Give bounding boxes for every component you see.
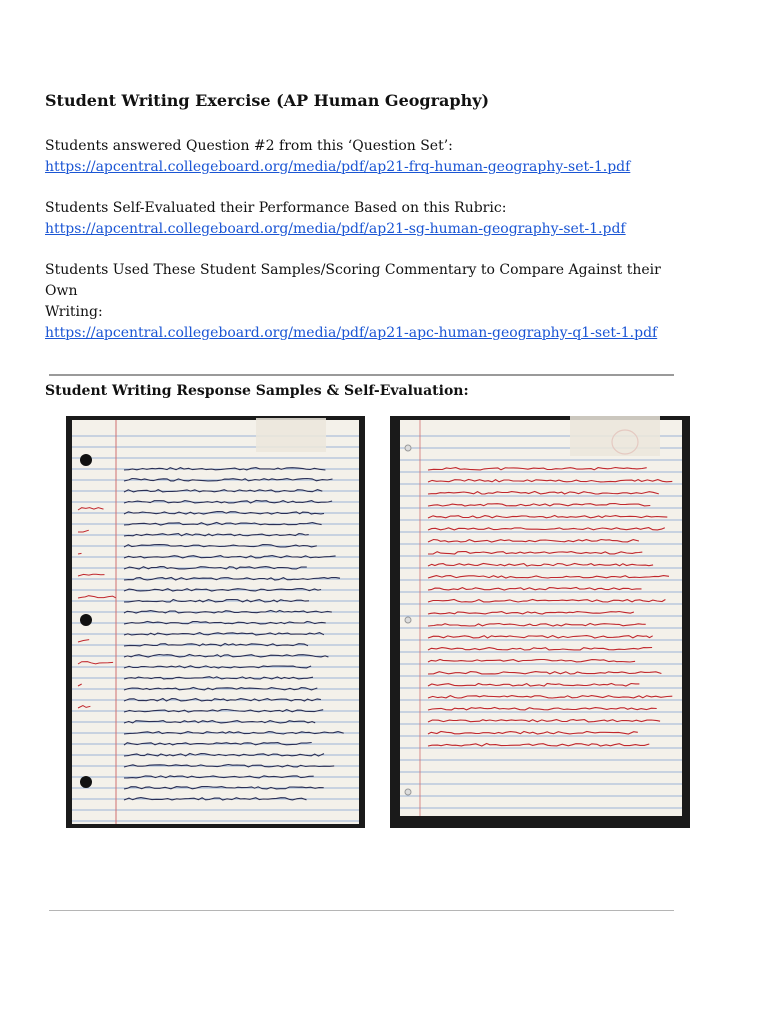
- rubric-link[interactable]: https://apcentral.collegeboard.org/media/pdf/ap21-sg-human-geography-set-1.pdf: [45, 221, 626, 237]
- rubric-section: [45, 198, 685, 240]
- handwritten-sample-photo-icon: [400, 420, 682, 816]
- samples-commentary-text-line1: Students Used These Student Samples/Scoring Commentary to Compare Against their Own: [45, 262, 661, 299]
- samples-commentary-link[interactable]: https://apcentral.collegeboard.org/media/pdf/ap21-apc-human-geography-q1-set-1.pdf: [45, 325, 658, 341]
- tape: [256, 418, 326, 452]
- bottom-divider: [49, 910, 674, 911]
- question-set-text: Students answered Question #2 from this ‘Question Set’:: [45, 138, 453, 154]
- divider: [49, 374, 674, 376]
- document-title: Student Writing Exercise (AP Human Geography): [45, 91, 490, 110]
- rubric-text: Students Self-Evaluated their Performance Based on this Rubric:: [45, 200, 507, 216]
- left-sample-photo: [66, 416, 365, 828]
- question-set-link[interactable]: https://apcentral.collegeboard.org/media/pdf/ap21-frq-human-geography-set-1.pdf: [45, 159, 631, 175]
- handwritten-sample-photo-icon: [72, 420, 359, 824]
- samples-commentary-section: [45, 260, 685, 344]
- question-set-section: [45, 136, 685, 178]
- right-paper: [400, 420, 682, 816]
- tape: [570, 416, 660, 456]
- samples-heading: Student Writing Response Samples & Self-Evaluation:: [45, 383, 469, 399]
- left-paper: [72, 420, 359, 824]
- samples-commentary-text-line2: Writing:: [45, 304, 103, 320]
- right-sample-photo: [390, 416, 690, 828]
